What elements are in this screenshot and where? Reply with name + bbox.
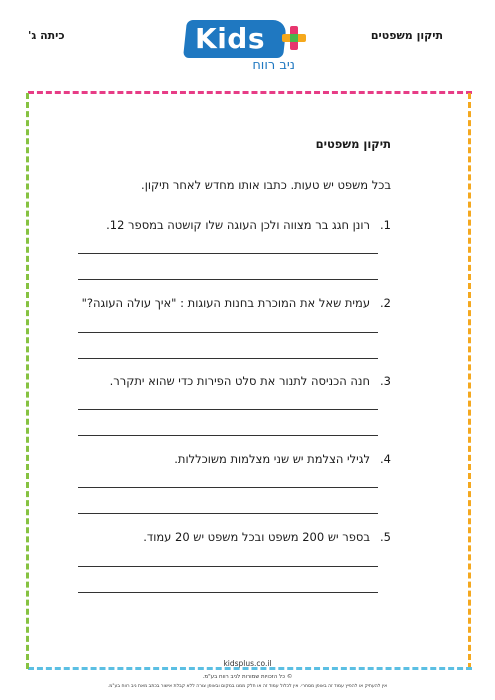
question-text: עמית שאל את המוכרת בחנות העוגות : "איך עולה העוגה?" xyxy=(81,296,371,310)
question-number: 4. xyxy=(380,452,391,466)
question-text: לגילי הצלמת יש שני מצלמות משוכללות. xyxy=(174,452,371,466)
question-text: רונן חגג בר מצווה ולכן העוגה שלו קושטה במספר 12. xyxy=(106,218,371,232)
answer-line[interactable] xyxy=(78,332,378,333)
header-grade: כיתה ג' xyxy=(28,29,65,42)
answer-line[interactable] xyxy=(78,409,378,410)
footer-copyright: © כל הזכויות שמורות לניב רווח בע"מ. xyxy=(202,674,293,680)
logo-subtitle: ניב רווח xyxy=(252,58,295,73)
question-number: 1. xyxy=(380,218,391,232)
question-number: 3. xyxy=(380,374,391,388)
answer-line[interactable] xyxy=(78,253,378,254)
question-1 xyxy=(106,218,391,232)
question-text: חנה הכניסה לתנור את סלט הפירות כדי שהוא יתקרר. xyxy=(109,374,371,388)
footer-site[interactable]: kidsplus.co.il xyxy=(223,659,272,668)
answer-line[interactable] xyxy=(78,513,378,514)
question-5 xyxy=(143,530,391,544)
plus-icon xyxy=(282,26,306,50)
answer-line[interactable] xyxy=(78,358,378,359)
question-text: בספר יש 200 משפט ובכל משפט יש 20 עמוד. xyxy=(143,530,371,544)
kids-logo xyxy=(185,20,310,76)
answer-line[interactable] xyxy=(78,279,378,280)
question-2 xyxy=(82,296,391,310)
border-right xyxy=(468,93,471,669)
worksheet-instructions: בכל משפט יש טעות. כתבו אותו מחדש לאחר תיקון. xyxy=(141,178,391,192)
question-number: 5. xyxy=(380,530,391,544)
question-4 xyxy=(174,452,391,466)
answer-line[interactable] xyxy=(78,435,378,436)
footer-legal: אין להעתיק או להפיץ עמוד זה באופן מסחרי. אין לכלול עמוד זה או חלק ממנו במקום ובאופן צורה ללא קבלת אישור בכתב מאת ניב רווח בע"מ. xyxy=(107,684,388,689)
header-subject: תיקון משפטים xyxy=(370,29,443,42)
logo-brand: Kids xyxy=(195,22,266,55)
answer-line[interactable] xyxy=(78,566,378,567)
question-3 xyxy=(110,374,391,388)
answer-line[interactable] xyxy=(78,487,378,488)
worksheet-title: תיקון משפטים xyxy=(315,137,391,151)
border-top xyxy=(28,91,472,94)
answer-line[interactable] xyxy=(78,592,378,593)
question-number: 2. xyxy=(380,296,391,310)
border-left xyxy=(26,93,29,669)
